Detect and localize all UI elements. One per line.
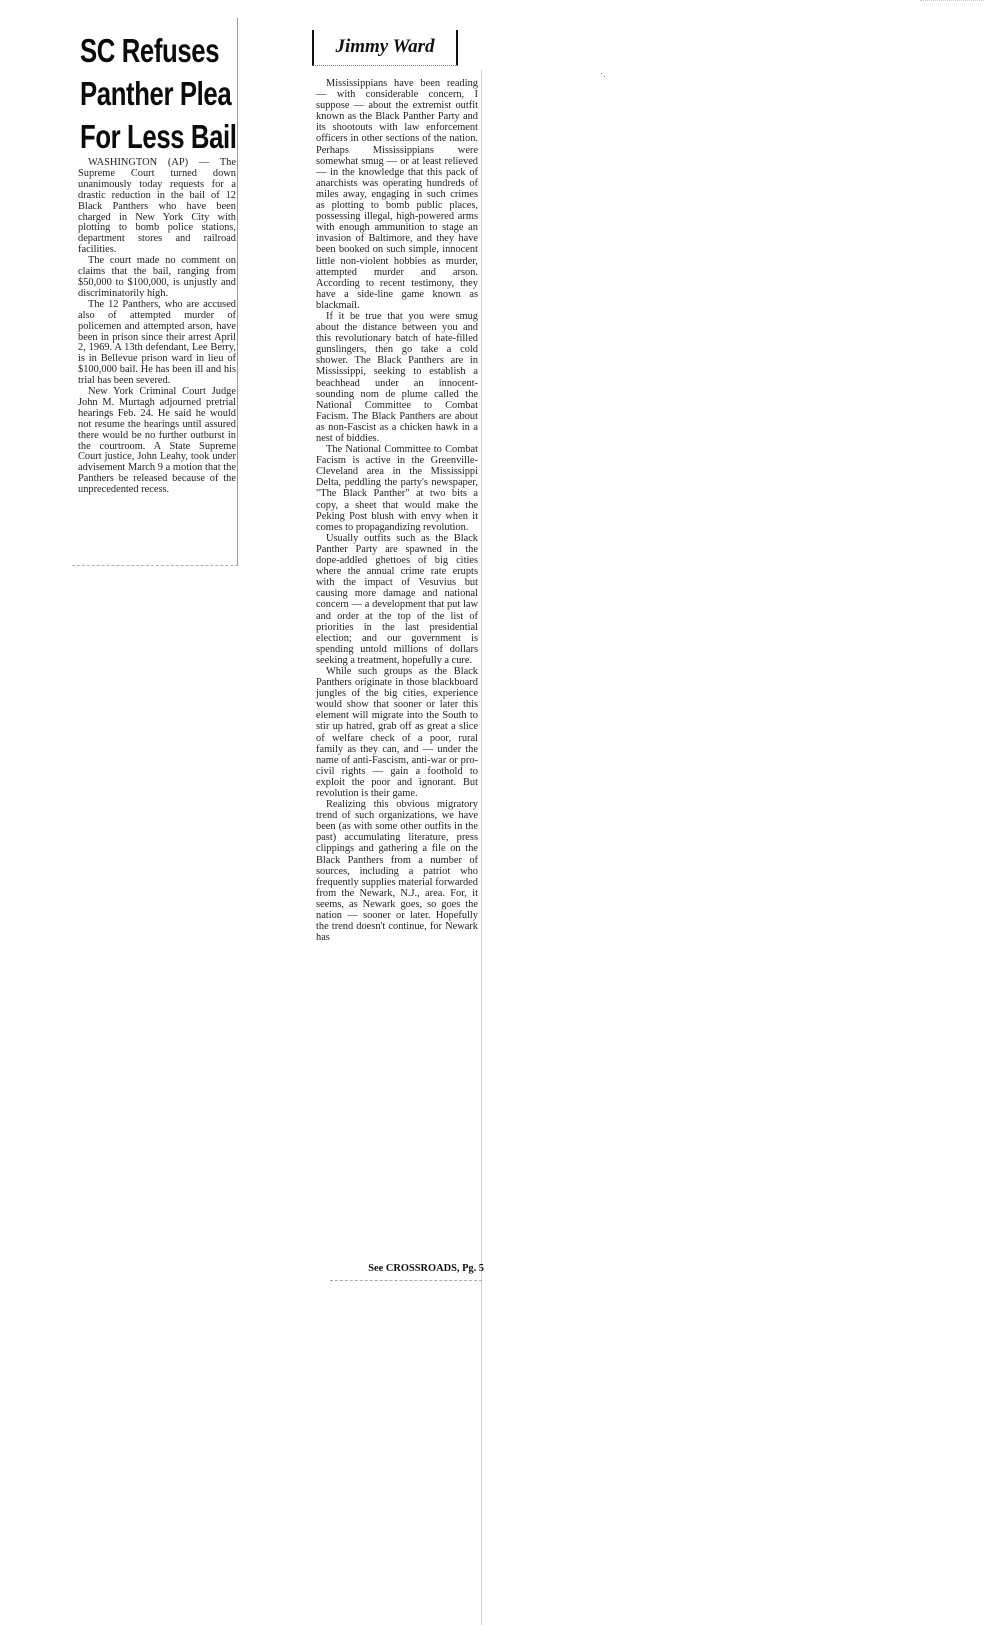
- column-body: [316, 78, 478, 943]
- column-paragraph: The National Committee to Combat Facism is active in the Greenville-Cleveland area in the Mississippi Delta, peddling the party's newspaper, "The Black Panther" at two bits a copy, a sheet that would make the Peking Post blush with envy when it comes to propagandizing revolution.: [316, 444, 478, 533]
- headline-line: For Less Bail: [80, 118, 237, 155]
- headline-line: Panther Plea: [80, 75, 232, 112]
- headline-line: SC Refuses: [80, 32, 220, 69]
- column-paragraph: While such groups as the Black Panthers originate in those blackboard jungles of the big cities, experience would show that sooner or later this element will migrate into the South to stir up hatred, grab off as great a slice of welfare check of a poor, rural family as they can, and — under the name of anti-Fascism, anti-war or pro-civil rights — gain a foothold to exploit the poor and ignorant. But revolution is their game.: [316, 665, 478, 799]
- article-headline: [80, 30, 237, 159]
- article-paragraph: New York Criminal Court Judge John M. Murtagh adjourned pretrial hearings Feb. 24. He said he would not resume the hearings until assured there would be no further outburst in the courtroom. A State Supreme Court justice, John Leahy, took under advisement March 9 a motion that the Panthers be released because of the unprecedented recess.: [78, 386, 236, 496]
- scan-speck: [604, 76, 605, 77]
- article-paragraph: The court made no comment on claims that the bail, ranging from $50,000 to $100,000, is unjustly and discriminatorily high.: [78, 255, 236, 299]
- column-bottom-rule: [330, 1280, 482, 1281]
- scan-edge-marks: [920, 0, 984, 3]
- column-paragraph: Mississippians have been reading — with considerable concern, I suppose — about the extremist outfit known as the Black Panther Party and its shootouts with law enforcement officers in other sections of the nation. Perhaps Mississippians were somewhat smug — or at least relieved — in the knowledge that this pack of anarchists was operating hundreds of miles away, engaging in such crimes as plotting to bomb public places, possessing illegal, high-powered arms with enough ammunition to stage an invasion of Baltimore, and they have been booked on such simple, innocent little non-violent hobbies as murder, attempted murder and arson. According to recent testimony, they have a side-line game known as blackmail.: [316, 78, 478, 311]
- column-paragraph: If it be true that you were smug about the distance between you and this revolutionary batch of hate-filled gunslingers, then go take a cold shower. The Black Panthers are in Mississippi, seeking to establish a beachhead under an innocent-sounding nom de plume called the National Committee to Combat Facism. The Black Panthers are about as non-Fascist as a chicken hawk in a nest of biddies.: [316, 310, 478, 444]
- article-body: [78, 158, 236, 496]
- paragraph-text: The Supreme Court turned down unanimously today requests for a drastic reduction in the bail of 12 Black Panthers who have been charged in New York City with plotting to bomb police stations, department stores and railroad facilities.: [78, 157, 236, 256]
- column-paragraph: Usually outfits such as the Black Panther Party are spawned in the dope-addled ghettoes of big cities where the annual crime rate erupts with the impact of Vesuvius but causing more damage and national concern — a development that put law and order at the top of the list of priorities in the last presidential election; and our government is spending untold millions of dollars seeking a treatment, hopefully a cure.: [316, 532, 478, 666]
- article-paragraph: [78, 158, 236, 256]
- column-byline: Jimmy Ward: [335, 36, 435, 57]
- article-paragraph: The 12 Panthers, who are accused also of attempted murder of policemen and attempted arson, have been in prison since their arrest April 2, 1969. A 13th defendant, Lee Berry, is in Bellevue prison ward in lieu of $100,000 bail. He has been ill and his trial has been severed.: [78, 298, 236, 387]
- column-divider: [481, 70, 482, 1625]
- opinion-column: [312, 30, 488, 1586]
- column-paragraph: Realizing this obvious migratory trend of such organizations, we have been (as with some other outfits in the past) accumulating literature, press clippings and gathering a file on the Black Panthers from a number of sources, including a patriot who frequently supplies material forwarded from the Newark, N.J., area. For, it seems, as Newark goes, so goes the nation — sooner or later. Hopefully the trend doesn't continue, for Newark has: [316, 799, 478, 944]
- column-header: [312, 30, 458, 66]
- article-dateline: WASHINGTON (AP) —: [88, 157, 210, 168]
- continued-jump-line: See CROSSROADS, Pg. 5: [368, 1263, 484, 1274]
- scan-speck: [601, 73, 602, 74]
- left-article: [72, 18, 238, 566]
